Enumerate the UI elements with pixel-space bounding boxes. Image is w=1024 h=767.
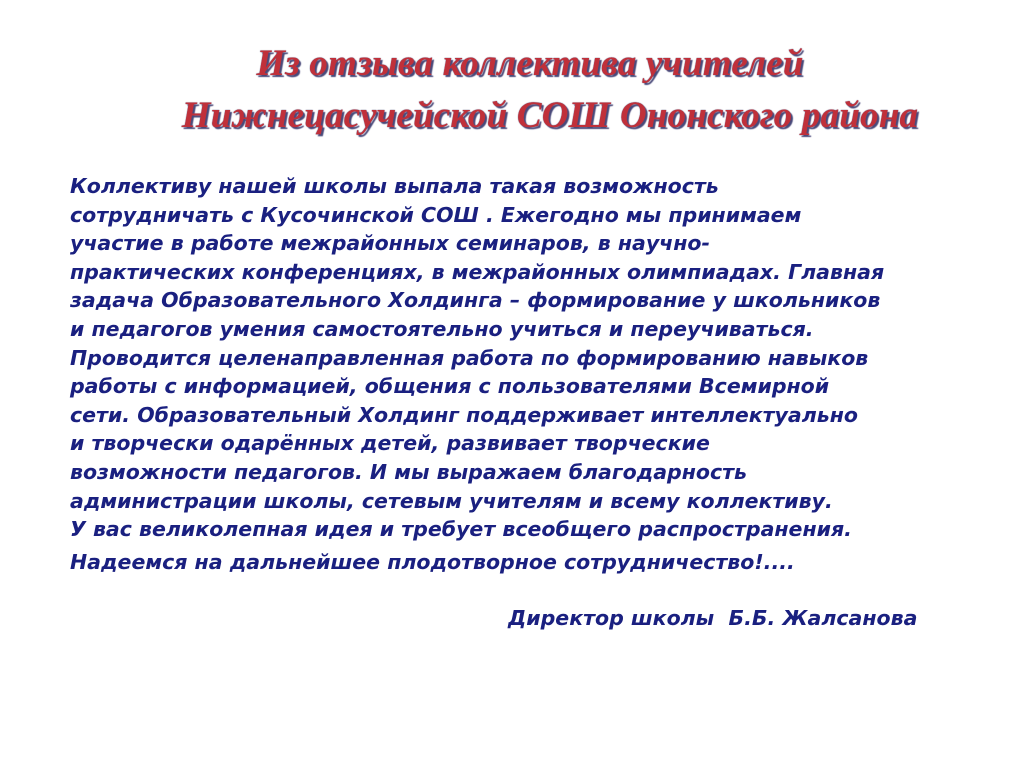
text-line: задача Образовательного Холдинга – формирование у школьников	[70, 288, 881, 313]
text-line: работы с информацией, общения с пользователями Всемирной	[70, 374, 830, 399]
text-line: и педагогов умения самостоятельно учиться и переучиваться.	[70, 316, 814, 341]
text-line: Надеемся на дальнейшее плодотворное сотрудничество!....	[70, 549, 795, 574]
text-line: практических конференциях, в межрайонных олимпиадах. Главная	[70, 259, 885, 284]
review-text	[70, 172, 970, 576]
title-line-1: Из отзыва коллектива учителей	[256, 43, 804, 84]
slide-title	[120, 38, 980, 142]
text-line: У вас великолепная идея и требует всеобщего распространения.	[70, 517, 852, 542]
text-line: администрации школы, сетевым учителям и всему коллективу.	[70, 488, 833, 513]
text-line: и творчески одарённых детей, развивает творческие	[70, 431, 710, 456]
text-line: сотрудничать с Кусочинской СОШ . Ежегодно мы принимаем	[70, 202, 802, 227]
text-line: сети. Образовательный Холдинг поддерживает интеллектуально	[70, 402, 858, 427]
text-line: Проводится целенаправленная работа по формированию навыков	[70, 345, 869, 370]
text-line: возможности педагогов. И мы выражаем благодарность	[70, 459, 747, 484]
signature: Директор школы Б.Б. Жалсанова	[508, 606, 918, 630]
title-line-2: Нижнецасучейской СОШ Ононского района	[181, 95, 919, 136]
text-line: участие в работе межрайонных семинаров, в научно-	[70, 231, 711, 256]
text-line: Коллективу нашей школы выпала такая возможность	[70, 174, 719, 198]
